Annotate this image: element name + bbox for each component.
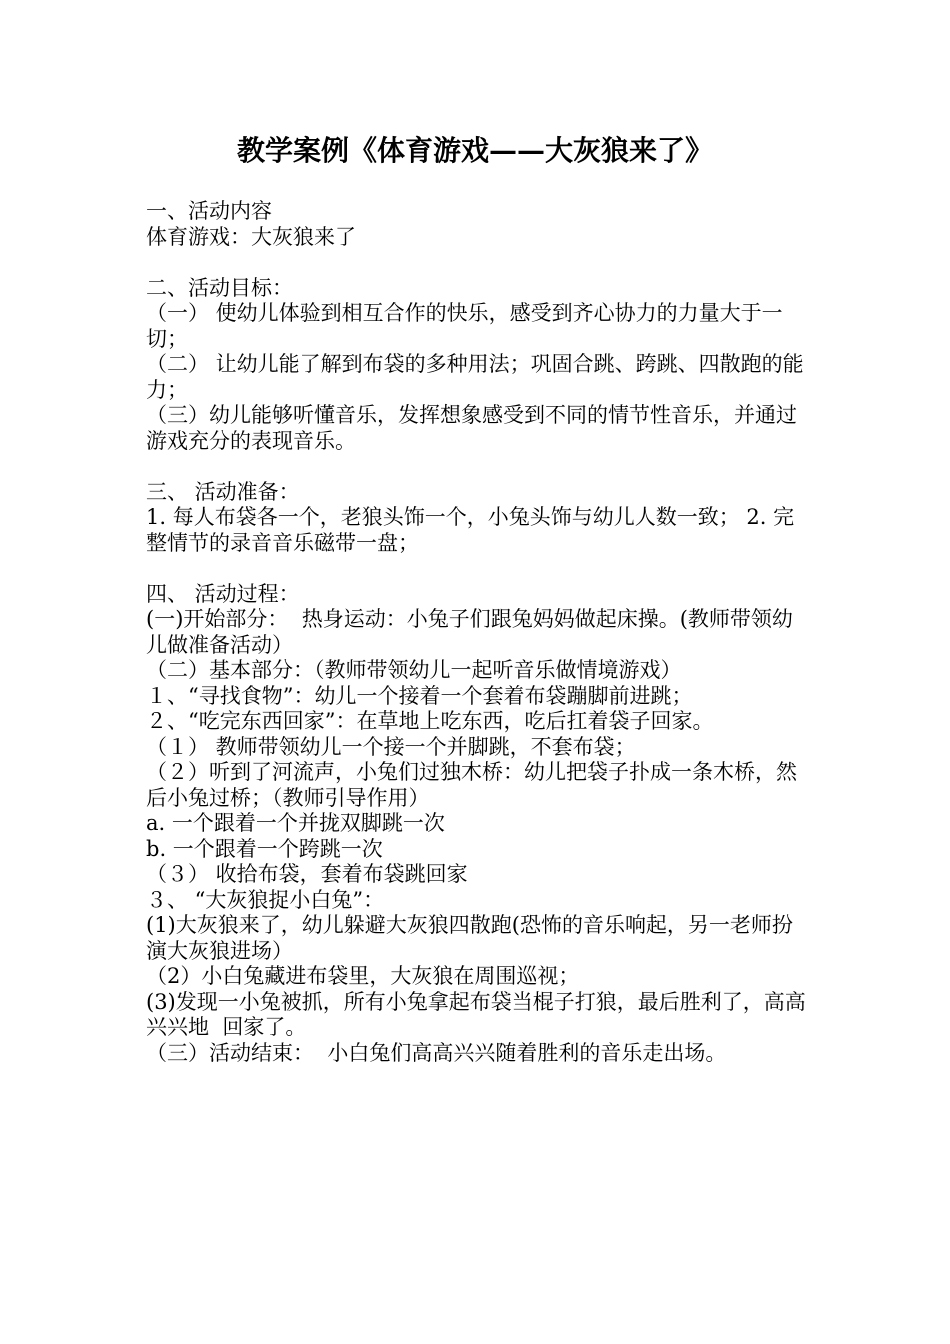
process-line: ２、“吃完东西回家”：在草地上吃东西，吃后扛着袋子回家。 — [146, 709, 714, 733]
document-title: 教学案例《体育游戏——大灰狼来了》 — [236, 134, 713, 167]
process-line: １、“寻找食物”：幼儿一个接着一个套着布袋蹦脚前进跳； — [146, 683, 693, 708]
process-line: (一)开始部分： 热身运动：小兔子们跟兔妈妈做起床操。(教师带领幼儿做准备活动） — [146, 607, 793, 657]
section-heading-preparation: 三、 活动准备： — [146, 479, 300, 504]
process-line: (3)发现一小兔被抓，所有小兔拿起布袋当棍子打狼，最后胜利了，高高兴兴地 回家了。 — [146, 989, 806, 1039]
process-line: a. 一个跟着一个并拢双脚跳一次 — [146, 811, 445, 835]
process-line: （１） 教师带领幼儿一个接一个并脚跳，不套布袋； — [146, 734, 636, 759]
preparation-item: 1. 每人布袋各一个，老狼头饰一个，小兔头饰与幼儿人数一致； 2. 完整情节的录音音乐磁带一盘； — [146, 505, 795, 555]
section-heading-content: 一、活动内容 — [146, 199, 272, 223]
process-line: (1)大灰狼来了，幼儿躲避大灰狼四散跑(恐怖的音乐响起，另一老师扮演大灰狼进场） — [146, 913, 793, 963]
goal-item: （一） 使幼儿体验到相互合作的快乐，感受到齐心协力的力量大于一切； — [146, 301, 783, 351]
section-heading-goals: 二、活动目标： — [146, 275, 293, 300]
goal-item: （三）幼儿能够听懂音乐，发挥想象感受到不同的情节性音乐，并通过游戏充分的表现音乐。 — [146, 403, 797, 453]
blank-line — [146, 250, 810, 276]
process-line: （２）听到了河流声，小兔们过独木桥：幼儿把袋子扑成一条木桥，然后小兔过桥；（教师引导作用） — [146, 760, 797, 810]
content-line: 体育游戏：大灰狼来了 — [146, 224, 356, 249]
document-body — [146, 199, 810, 1066]
process-line: （三）活动结束： 小白兔们高高兴兴随着胜利的音乐走出场。 — [146, 1040, 727, 1065]
process-line: （2）小白兔藏进布袋里，大灰狼在周围巡视； — [146, 964, 580, 988]
goal-item: （二） 让幼儿能了解到布袋的多种用法；巩固合跳、跨跳、四散跑的能力； — [146, 352, 804, 402]
blank-line — [146, 454, 810, 480]
process-line: b. 一个跟着一个跨跳一次 — [146, 836, 383, 861]
process-line: ３、 “大灰狼捉小白兔”： — [146, 887, 385, 912]
blank-line — [146, 556, 810, 582]
process-line: （３） 收拾布袋，套着布袋跳回家 — [146, 862, 468, 886]
section-heading-process: 四、 活动过程： — [146, 581, 300, 606]
process-line: （二）基本部分：（教师带领幼儿一起听音乐做情境游戏） — [146, 658, 682, 682]
